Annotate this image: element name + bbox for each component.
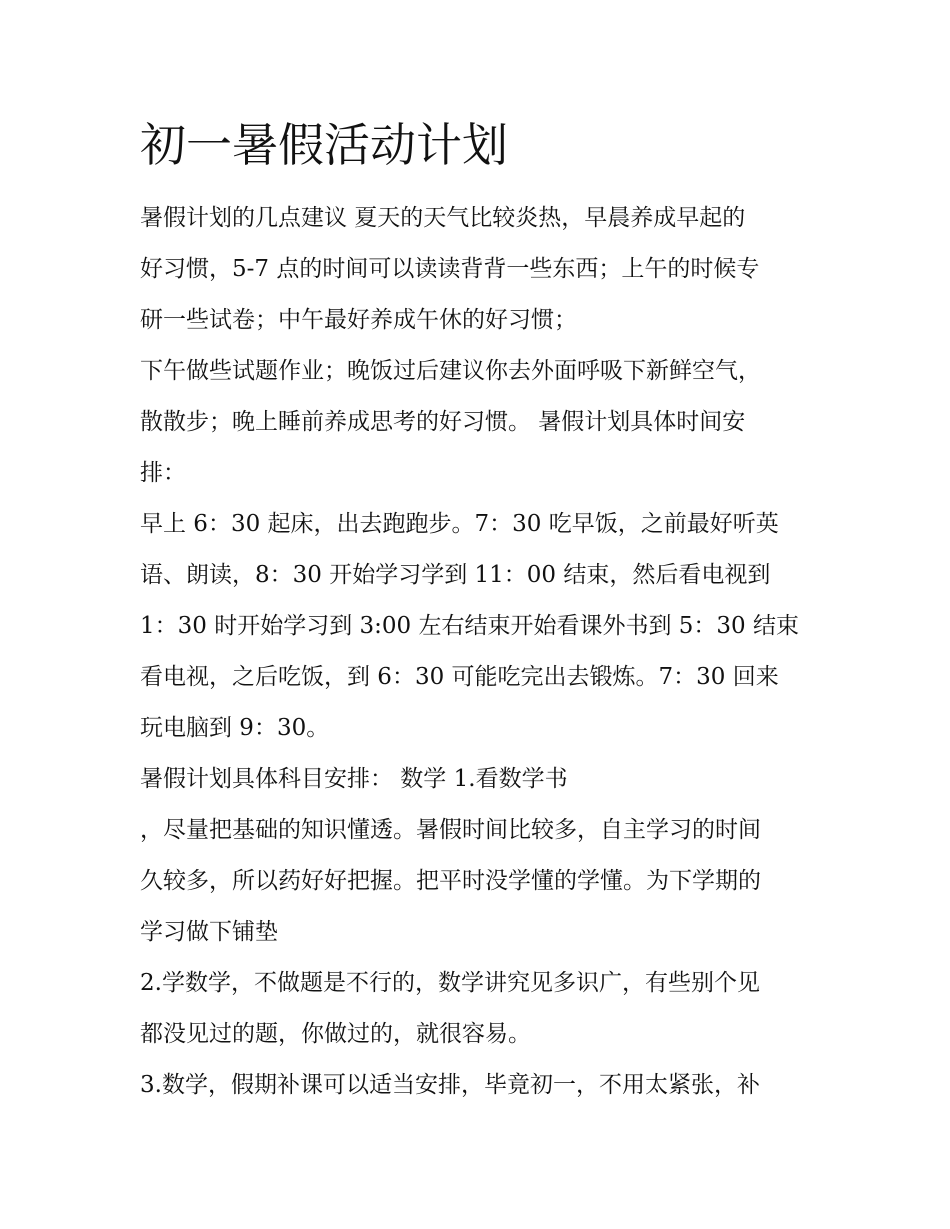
text-line: 玩电脑到 9：30。	[140, 715, 330, 741]
text-line: 都没见过的题，你做过的，就很容易。	[140, 1021, 531, 1047]
text-line: 3.数学，假期补课可以适当安排，毕竟初一，不用太紧张，补	[140, 1072, 760, 1098]
text-line: 暑假计划具体科目安排： 数学 1.看数学书	[140, 766, 568, 792]
text-line: 2.学数学，不做题是不行的，数学讲究见多识广，有些别个见	[140, 970, 760, 996]
text-line: 排：	[140, 460, 186, 486]
text-line: 1：30 时开始学习到 3:00 左右结束开始看课外书到 5：30 结束	[140, 613, 800, 639]
page-title: 初一暑假活动计划	[140, 118, 508, 172]
text-line: 暑假计划的几点建议 夏天的天气比较炎热，早晨养成早起的	[140, 205, 746, 231]
text-line: 语、朗读，8：30 开始学习学到 11：00 结束，然后看电视到	[140, 562, 771, 588]
text-line: 早上 6：30 起床，出去跑跑步。7：30 吃早饭，之前最好听英	[140, 511, 779, 537]
text-line: ，尽量把基础的知识懂透。暑假时间比较多，自主学习的时间	[140, 817, 761, 843]
text-line: 好习惯，5-7 点的时间可以读读背背一些东西；上午的时候专	[140, 256, 760, 282]
text-line: 看电视，之后吃饭，到 6：30 可能吃完出去锻炼。7：30 回来	[140, 664, 779, 690]
text-line: 下午做些试题作业；晚饭过后建议你去外面呼吸下新鲜空气，	[140, 358, 761, 384]
text-line: 久较多，所以药好好把握。把平时没学懂的学懂。为下学期的	[140, 868, 761, 894]
text-line: 研一些试卷；中午最好养成午休的好习惯；	[140, 307, 577, 333]
text-line: 学习做下铺垫	[140, 919, 278, 945]
text-line: 散散步；晚上睡前养成思考的好习惯。 暑假计划具体时间安	[140, 409, 746, 435]
